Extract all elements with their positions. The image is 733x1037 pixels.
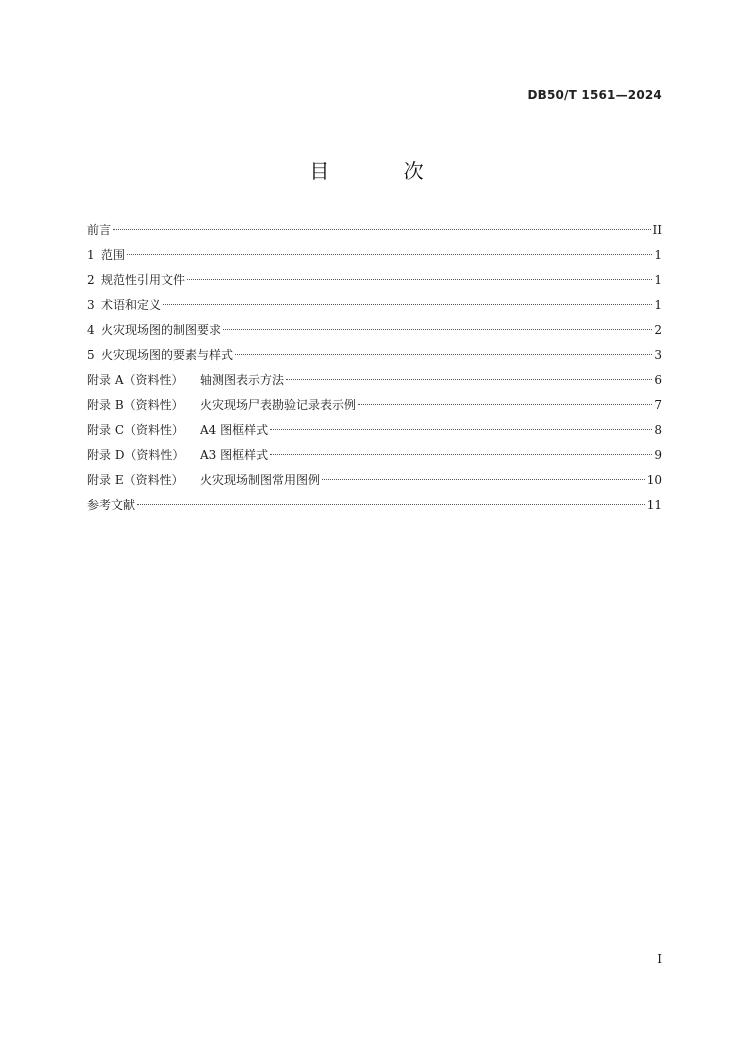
toc-entry-text: 规范性引用文件 <box>101 273 186 287</box>
appendix-prefix: 附录 E（资料性） <box>87 473 184 487</box>
page-title: 目 次 <box>309 159 458 183</box>
toc-entry-label <box>87 347 233 364</box>
toc-entry-page: 9 <box>654 448 662 462</box>
dot-leader <box>223 329 652 330</box>
toc-entry-page: 3 <box>654 348 662 362</box>
appendix-prefix: 附录 A（资料性） <box>87 373 184 387</box>
toc-entry-text: 火灾现场图的要素与样式 <box>101 348 234 362</box>
toc-entry-appendix-d[interactable] <box>87 447 662 472</box>
table-of-contents <box>87 222 662 522</box>
toc-entry-number: 1 <box>87 248 95 262</box>
toc-entry-page: 1 <box>654 248 662 262</box>
dot-leader <box>127 254 652 255</box>
dot-leader <box>113 229 651 230</box>
toc-entry-label <box>87 322 221 339</box>
toc-entry-normative-references[interactable] <box>87 272 662 297</box>
toc-entry-text: 轴测图表示方法 <box>200 373 285 387</box>
toc-entry-page: 11 <box>646 498 662 512</box>
toc-entry-appendix-b[interactable] <box>87 397 662 422</box>
dot-leader <box>322 479 645 480</box>
toc-entry-text: 范围 <box>101 248 126 262</box>
appendix-prefix: 附录 C（资料性） <box>87 423 184 437</box>
toc-entry-label <box>87 372 284 389</box>
dot-leader <box>137 504 645 505</box>
toc-entry-label <box>87 272 185 289</box>
document-code: DB50/T 1561—2024 <box>527 88 662 102</box>
toc-entry-terms-definitions[interactable] <box>87 297 662 322</box>
toc-entry-label <box>87 222 111 239</box>
toc-entry-label <box>87 247 125 264</box>
dot-leader <box>235 354 652 355</box>
dot-leader <box>163 304 652 305</box>
toc-entry-label <box>87 397 356 414</box>
toc-entry-page: 8 <box>654 423 662 437</box>
toc-entry-text: 火灾现场尸表勘验记录表示例 <box>200 398 357 412</box>
toc-entry-text: A4 图框样式 <box>200 423 269 437</box>
dot-leader <box>358 404 652 405</box>
toc-entry-label <box>87 422 268 439</box>
toc-entry-text: 火灾现场制图常用图例 <box>200 473 321 487</box>
appendix-prefix: 附录 D（资料性） <box>87 448 185 462</box>
toc-entry-elements-styles[interactable] <box>87 347 662 372</box>
toc-entry-label <box>87 297 161 314</box>
toc-entry-label <box>87 497 135 514</box>
toc-entry-text: 前言 <box>87 223 112 237</box>
toc-entry-text: 术语和定义 <box>101 298 162 312</box>
dot-leader <box>187 279 652 280</box>
toc-entry-number: 3 <box>87 298 95 312</box>
toc-entry-text: A3 图框样式 <box>200 448 269 462</box>
toc-entry-drawing-requirements[interactable] <box>87 322 662 347</box>
appendix-prefix: 附录 B（资料性） <box>87 398 184 412</box>
toc-entry-appendix-c[interactable] <box>87 422 662 447</box>
toc-entry-label <box>87 447 268 464</box>
dot-leader <box>270 454 652 455</box>
toc-entry-page: 6 <box>654 373 662 387</box>
toc-entry-foreword[interactable] <box>87 222 662 247</box>
toc-entry-page: 7 <box>654 398 662 412</box>
toc-entry-appendix-e[interactable] <box>87 472 662 497</box>
toc-entry-page: 1 <box>654 273 662 287</box>
toc-entry-page: 1 <box>654 298 662 312</box>
dot-leader <box>286 379 652 380</box>
toc-entry-page: 2 <box>654 323 662 337</box>
toc-entry-text: 火灾现场图的制图要求 <box>101 323 222 337</box>
toc-entry-page: II <box>652 223 662 237</box>
toc-entry-bibliography[interactable] <box>87 497 662 522</box>
toc-entry-number: 5 <box>87 348 95 362</box>
toc-entry-page: 10 <box>646 473 662 487</box>
toc-entry-scope[interactable] <box>87 247 662 272</box>
toc-entry-number: 2 <box>87 273 95 287</box>
dot-leader <box>270 429 652 430</box>
page-number: I <box>657 952 662 966</box>
toc-entry-text: 参考文献 <box>87 498 136 512</box>
toc-entry-number: 4 <box>87 323 95 337</box>
toc-entry-label <box>87 472 320 489</box>
toc-entry-appendix-a[interactable] <box>87 372 662 397</box>
